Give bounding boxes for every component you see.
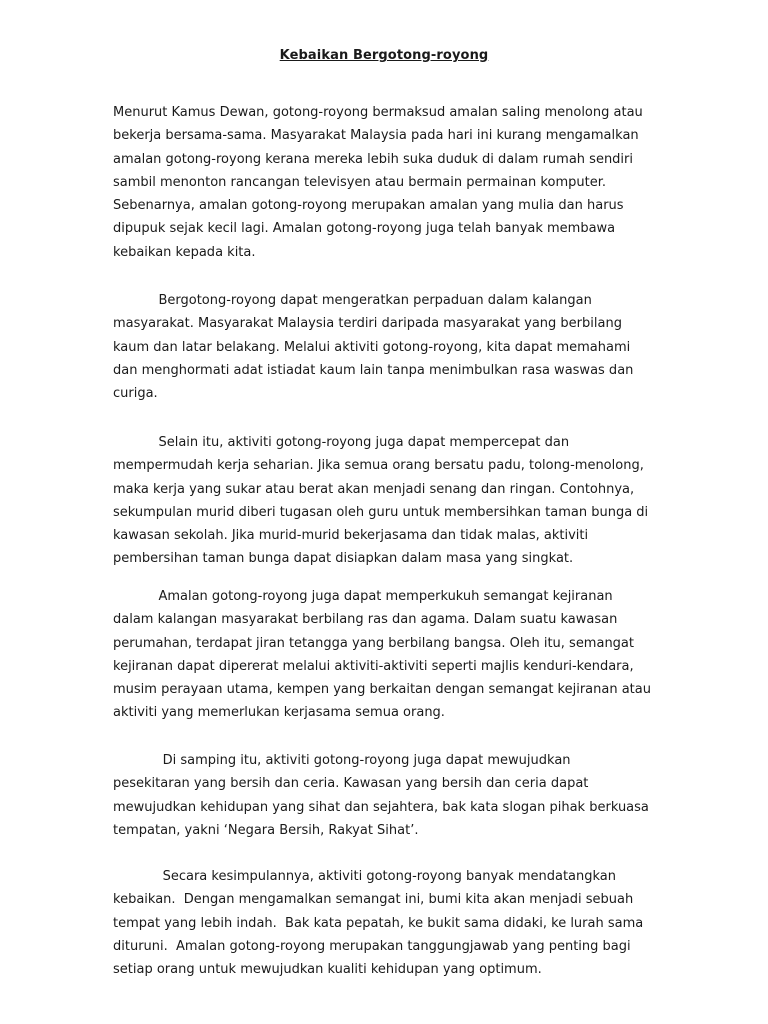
text-line: kawasan sekolah. Jika murid-murid bekerjasama dan tidak malas, aktiviti bbox=[113, 528, 589, 544]
text-line: Bergotong-royong dapat mengeratkan perpaduan dalam kalangan bbox=[113, 293, 592, 308]
text-line: kejiranan dapat dipererat melalui aktiviti-aktiviti seperti majlis kenduri-kendara, bbox=[113, 658, 634, 674]
text-line: dan menghormati adat istiadat kaum lain tanpa menimbulkan rasa waswas dan bbox=[113, 362, 634, 378]
text-line: setiap orang untuk mewujudkan kualiti kehidupan yang optimum. bbox=[113, 962, 542, 978]
text-line: Amalan gotong-royong juga dapat memperkukuh semangat kejiranan bbox=[113, 589, 613, 604]
text-line: aktiviti yang memerlukan kerjasama semua orang. bbox=[113, 705, 445, 721]
text-line: Sebenarnya, amalan gotong-royong merupakan amalan yang mulia dan harus bbox=[113, 198, 624, 214]
text-line: tempat yang lebih indah. Bak kata pepatah, ke bukit sama didaki, ke lurah sama bbox=[113, 915, 644, 931]
document-title: Kebaikan Bergotong-royong bbox=[279, 48, 489, 63]
paragraph-4 bbox=[113, 585, 651, 725]
text-line: sambil menonton rancangan televisyen atau bermain permainan komputer. bbox=[113, 174, 606, 190]
text-line: pembersihan taman bunga dapat disiapkan dalam masa yang singkat. bbox=[113, 551, 574, 567]
text-line: bekerja bersama-sama. Masyarakat Malaysia pada hari ini kurang mengamalkan bbox=[113, 128, 639, 144]
text-line: kebaikan kepada kita. bbox=[113, 244, 256, 260]
text-line: Selain itu, aktiviti gotong-royong juga dapat mempercepat dan bbox=[113, 435, 570, 450]
text-line: dalam kalangan masyarakat berbilang ras dan agama. Dalam suatu kawasan bbox=[113, 612, 618, 628]
text-line: Di samping itu, aktiviti gotong-royong juga dapat mewujudkan bbox=[113, 753, 571, 768]
text-line: kebaikan. Dengan mengamalkan semangat ini, bumi kita akan menjadi sebuah bbox=[113, 892, 634, 908]
text-line: dituruni. Amalan gotong-royong merupakan tanggungjawab yang penting bagi bbox=[113, 938, 631, 954]
text-line: maka kerja yang sukar atau berat akan menjadi senang dan ringan. Contohnya, bbox=[113, 481, 635, 497]
text-line: musim perayaan utama, kempen yang berkaitan dengan semangat kejiranan atau bbox=[113, 682, 651, 698]
paragraph-2 bbox=[113, 289, 633, 405]
text-line: curiga. bbox=[113, 386, 158, 402]
paragraph-3 bbox=[113, 431, 648, 571]
text-line: Secara kesimpulannya, aktiviti gotong-royong banyak mendatangkan bbox=[113, 869, 617, 884]
text-line: sekumpulan murid diberi tugasan oleh guru untuk membersihkan taman bunga di bbox=[113, 504, 649, 520]
paragraph-5 bbox=[113, 749, 649, 842]
text-line: Menurut Kamus Dewan, gotong-royong bermaksud amalan saling menolong atau bbox=[113, 105, 643, 120]
text-line: kaum dan latar belakang. Melalui aktiviti gotong-royong, kita dapat memahami bbox=[113, 339, 631, 355]
text-line: dipupuk sejak kecil lagi. Amalan gotong-royong juga telah banyak membawa bbox=[113, 221, 616, 237]
paragraph-6 bbox=[113, 865, 643, 981]
text-line: mempermudah kerja seharian. Jika semua orang bersatu padu, tolong-menolong, bbox=[113, 458, 644, 474]
text-line: tempatan, yakni ‘Negara Bersih, Rakyat Sihat’. bbox=[113, 822, 419, 838]
text-line: perumahan, terdapat jiran tetangga yang berbilang bangsa. Oleh itu, semangat bbox=[113, 635, 634, 651]
text-line: amalan gotong-royong kerana mereka lebih suka duduk di dalam rumah sendiri bbox=[113, 151, 633, 167]
text-line: pesekitaran yang bersih dan ceria. Kawasan yang bersih dan ceria dapat bbox=[113, 776, 589, 792]
text-line: masyarakat. Masyarakat Malaysia terdiri daripada masyarakat yang berbilang bbox=[113, 316, 622, 332]
paragraph-1 bbox=[113, 101, 643, 264]
text-line: mewujudkan kehidupan yang sihat dan sejahtera, bak kata slogan pihak berkuasa bbox=[113, 799, 649, 815]
